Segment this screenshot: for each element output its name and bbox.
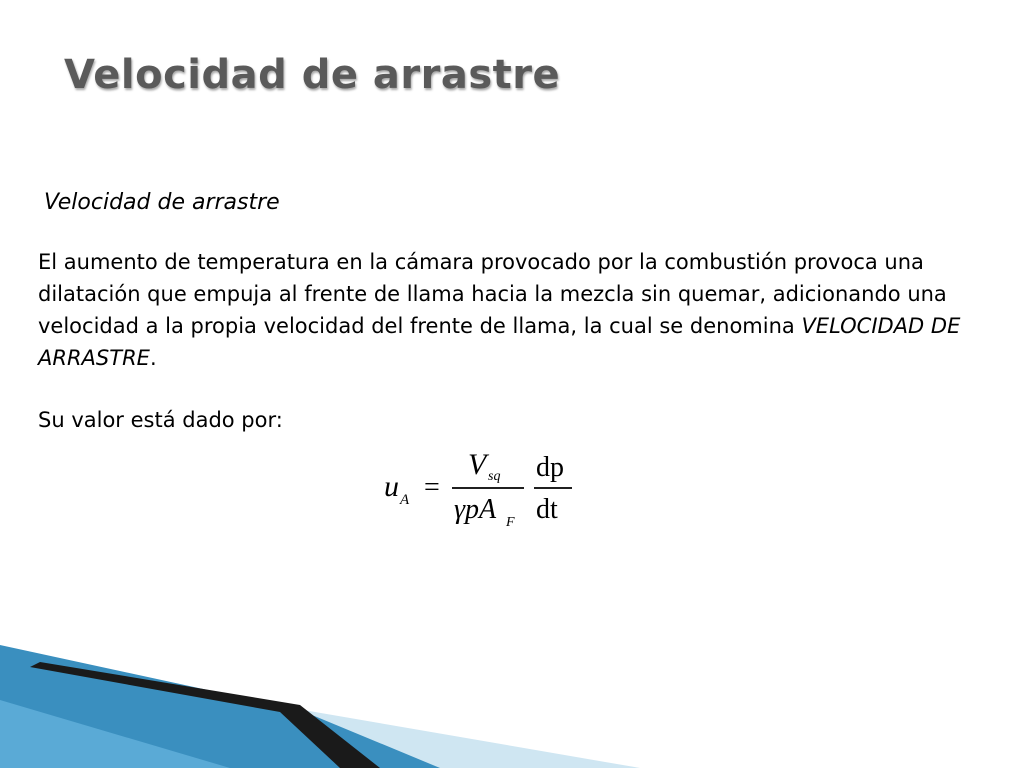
formula-frac2-num: dp: [536, 452, 564, 483]
formula-frac1-num-sub: sq: [488, 469, 501, 484]
paragraph-period: .: [149, 346, 157, 371]
formula-equals: =: [424, 472, 440, 503]
paragraph-text: El aumento de temperatura en la cámara provocado por la combustión provoca una dilatación que empuja al frente de llama hacia la mezcla sin quemar, adicionando una velocidad a la propia velocidad del frente de llama, la cual se denomina: [38, 250, 947, 339]
section-subtitle: Velocidad de arrastre: [44, 190, 280, 215]
formula-lhs-sub: A: [400, 492, 410, 508]
slide-title: Velocidad de arrastre: [64, 52, 561, 98]
formula-frac1-num-var: V: [468, 448, 487, 481]
formula-lhs-var: u: [384, 470, 399, 503]
formula-frac2-den: dt: [536, 494, 558, 525]
paragraph-emphasis: VELOCIDAD DE ARRASTRE: [38, 314, 961, 371]
formula-frac1-den-sub: F: [506, 515, 515, 528]
value-intro: Su valor está dado por:: [38, 408, 283, 433]
formula-frac1-den-var: γpA: [454, 494, 497, 525]
